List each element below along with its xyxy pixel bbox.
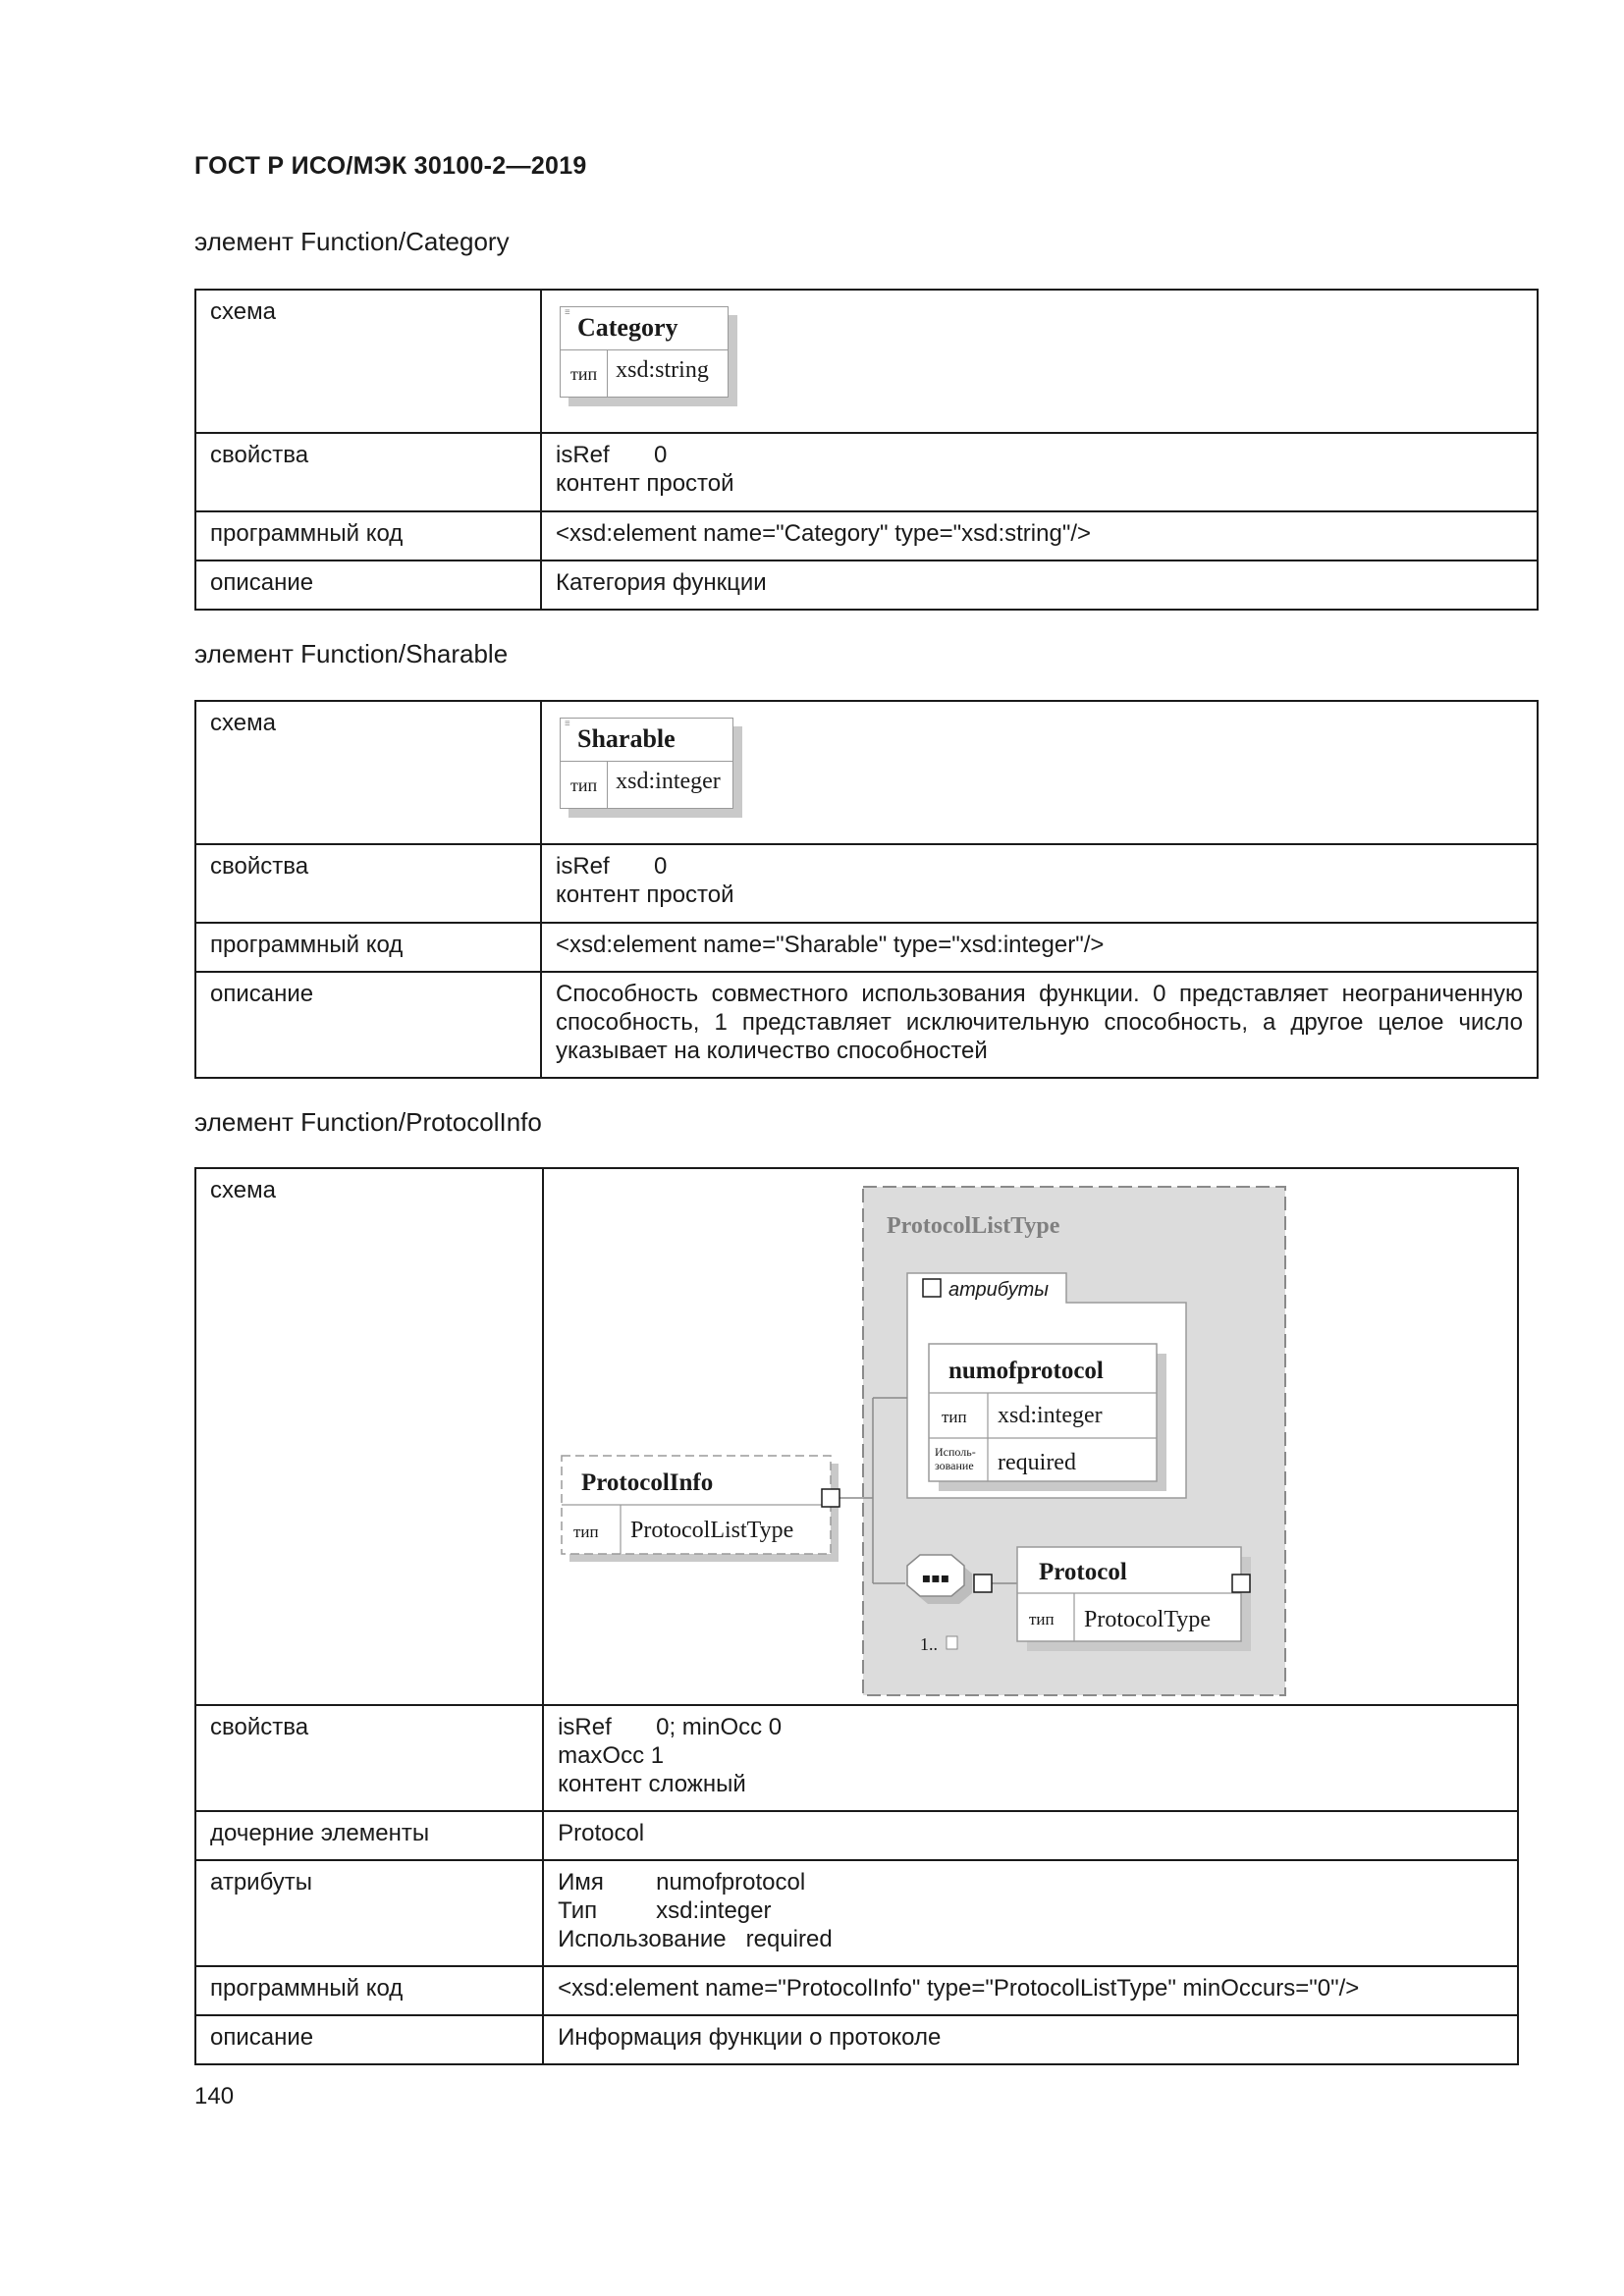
protocol-element-box (1017, 1547, 1250, 1641)
description-row (195, 972, 1538, 1078)
section-title-sharable: элемент Function/Sharable (194, 639, 509, 668)
row-label: свойства (195, 844, 541, 923)
attr-type-key: Тип (558, 1897, 598, 1924)
description-cell: Информация функции о протоколе (543, 2015, 1518, 2064)
protocolinfo-schema-diagram (544, 1169, 1511, 1697)
code-cell: <xsd:element name="Category" type="xsd:string"/> (541, 511, 1538, 561)
content-kind: контент сложный (558, 1771, 746, 1797)
child-expand-icon[interactable] (1232, 1575, 1250, 1592)
sequence-expand-icon[interactable] (974, 1575, 992, 1592)
expand-toggle-icon[interactable] (822, 1489, 839, 1507)
code-row (195, 1966, 1518, 2015)
schema-row (195, 1168, 1518, 1705)
attr-name-key: Имя (558, 1869, 604, 1896)
occurrence-label: 1.. (920, 1634, 939, 1654)
attribute-use-label-2: зование (935, 1459, 974, 1472)
code-cell: <xsd:element name="ProtocolInfo" type="ProtocolListType" minOccurs="0"/> (543, 1966, 1518, 2015)
properties-cell (541, 433, 1538, 511)
attributes-checkbox-icon (923, 1279, 941, 1297)
schema-row (195, 701, 1538, 844)
protocolinfo-element-box (562, 1456, 831, 1554)
row-label: программный код (195, 923, 541, 972)
row-label: программный код (195, 511, 541, 561)
annotation-icon: ≡ (565, 719, 570, 729)
protocolinfo-table (194, 1167, 1519, 2065)
row-label: дочерние элементы (195, 1811, 543, 1860)
attributes-group (907, 1273, 1186, 1498)
code-row (195, 923, 1538, 972)
attribute-use-label-1: Исполь- (935, 1445, 976, 1459)
description-row (195, 2015, 1518, 2064)
attr-type-value: xsd:integer (656, 1897, 772, 1924)
element-type-label: тип (573, 1522, 599, 1541)
content-kind: контент простой (556, 470, 734, 497)
attributes-cell (543, 1860, 1518, 1966)
properties-row (195, 433, 1538, 511)
document-header: ГОСТ Р ИСО/МЭК 30100-2—2019 (194, 152, 587, 180)
type-label: тип (561, 350, 608, 397)
schema-diagram-cell (543, 1168, 1518, 1705)
children-cell: Protocol (543, 1811, 1518, 1860)
attr-use-key: Использование (558, 1926, 727, 1952)
type-value: xsd:integer (616, 769, 721, 794)
row-label: схема (195, 1168, 543, 1705)
schema-cell (541, 290, 1538, 433)
isref-key: isRef (558, 1714, 612, 1740)
row-label: свойства (195, 433, 541, 511)
occurrence-box-icon (947, 1636, 957, 1649)
row-label: программный код (195, 1966, 543, 2015)
attr-use-value: required (745, 1926, 833, 1952)
category-table (194, 289, 1539, 611)
isref-key: isRef (556, 442, 610, 468)
properties-row (195, 844, 1538, 923)
description-cell: Категория функции (541, 561, 1538, 610)
content-kind: контент простой (556, 881, 734, 908)
isref-value: 0 (654, 442, 668, 468)
code-cell: <xsd:element name="Sharable" type="xsd:integer"/> (541, 923, 1538, 972)
schema-row (195, 290, 1538, 433)
child-type-label: тип (1029, 1610, 1055, 1629)
element-type-value: ProtocolListType (630, 1518, 794, 1543)
attributes-row (195, 1860, 1518, 1966)
isref-key: isRef (556, 853, 610, 880)
attribute-box (929, 1344, 1157, 1481)
section-title-protocolinfo: элемент Function/ProtocolInfo (194, 1107, 542, 1137)
maxocc: maxOcc 1 (558, 1742, 665, 1769)
section-title-category: элемент Function/Category (194, 227, 510, 256)
isref-value: 0; minOcc 0 (656, 1714, 783, 1740)
description-row (195, 561, 1538, 610)
attr-name-value: numofprotocol (656, 1869, 806, 1896)
type-label: тип (561, 762, 608, 808)
children-row (195, 1811, 1518, 1860)
category-element-box (560, 306, 729, 398)
attribute-name: numofprotocol (948, 1358, 1104, 1384)
row-label: атрибуты (195, 1860, 543, 1966)
complex-type-name: ProtocolListType (887, 1213, 1060, 1239)
annotation-icon: ≡ (565, 307, 570, 318)
description-cell: Способность совместного использования функции. 0 представляет неограниченную способность, 1 представляет исключительную способность, а другое целое число указывает на количество способностей (541, 972, 1538, 1078)
row-label: схема (195, 701, 541, 844)
code-row (195, 511, 1538, 561)
element-name: Sharable (577, 724, 676, 753)
child-type-value: ProtocolType (1084, 1607, 1212, 1632)
element-name: Category (577, 313, 678, 342)
page-number: 140 (194, 2083, 235, 2109)
row-label: схема (195, 290, 541, 433)
row-label: свойства (195, 1705, 543, 1811)
row-label: описание (195, 561, 541, 610)
schema-cell (541, 701, 1538, 844)
element-name: ProtocolInfo (581, 1469, 714, 1496)
attributes-tab-label: атрибуты (948, 1279, 1050, 1301)
row-label: описание (195, 2015, 543, 2064)
sharable-table (194, 700, 1539, 1079)
properties-cell (541, 844, 1538, 923)
sharable-element-box (560, 718, 733, 809)
properties-cell (543, 1705, 1518, 1811)
child-name: Protocol (1039, 1559, 1127, 1585)
properties-row (195, 1705, 1518, 1811)
attribute-type-label: тип (942, 1408, 967, 1426)
row-label: описание (195, 972, 541, 1078)
isref-value: 0 (654, 853, 668, 880)
attribute-type-value: xsd:integer (998, 1403, 1103, 1428)
sequence-icon: ▪▪▪ (921, 1571, 950, 1586)
attribute-use-value: required (998, 1450, 1077, 1475)
type-value: xsd:string (616, 357, 709, 383)
